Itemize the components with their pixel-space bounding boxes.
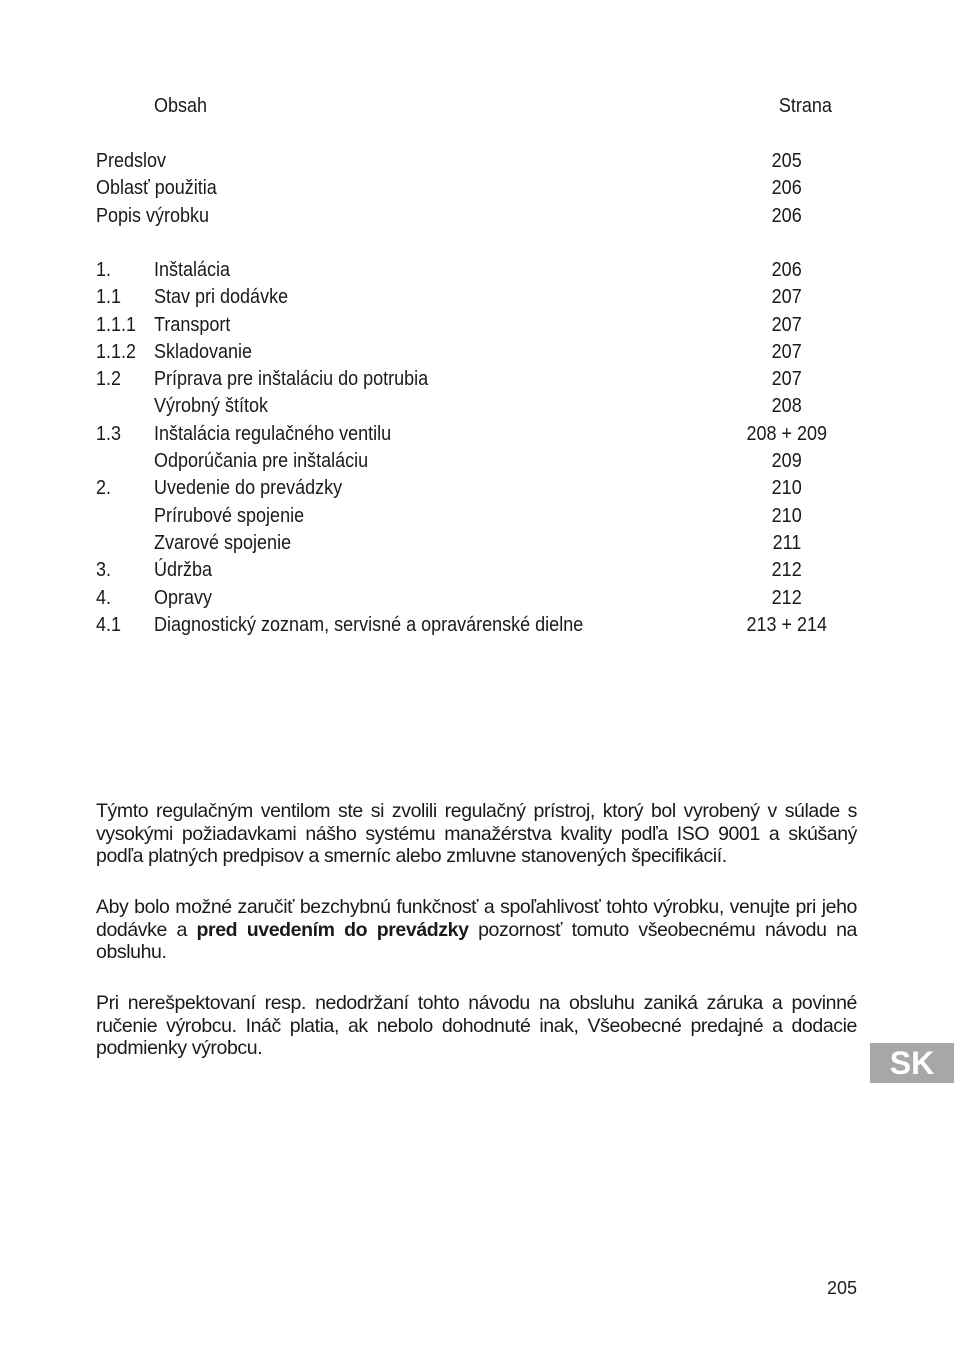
toc-entry-page: 210 — [771, 504, 803, 527]
toc-entry-title: Diagnostický zoznam, servisné a opravárenské dielne — [154, 613, 584, 636]
toc-entry[interactable] — [96, 393, 856, 420]
toc-entry[interactable] — [96, 557, 856, 584]
toc-entry-page: 211 — [772, 531, 802, 554]
toc-entry[interactable] — [96, 421, 856, 448]
language-tab: SK — [870, 1043, 954, 1083]
toc-entry[interactable] — [96, 612, 856, 639]
toc-entry-title: Popis výrobku — [96, 204, 210, 227]
toc-entry-page: 207 — [771, 286, 803, 309]
toc-entry[interactable] — [96, 175, 856, 202]
toc-entry[interactable] — [96, 530, 856, 557]
toc-entry-number: 1. — [96, 259, 112, 281]
toc-entry-title: Výrobný štítok — [154, 395, 269, 418]
toc-entry-number: 4.1 — [96, 613, 122, 636]
intro-paragraph-quality — [96, 800, 857, 868]
toc-entry-title: Skladovanie — [154, 340, 253, 363]
toc-entry-title: Odporúčania pre inštaláciu — [154, 450, 369, 473]
toc-entry-title: Transport — [154, 313, 231, 336]
toc-entry-title: Uvedenie do prevádzky — [154, 477, 343, 500]
toc-entry-title: Oblasť použitia — [96, 177, 217, 200]
toc-entry-page: 208 + 209 — [746, 422, 828, 445]
toc-entry-number: 4. — [96, 586, 112, 609]
toc-entry-title: Opravy — [154, 586, 213, 609]
toc-entry-title: Príprava pre inštaláciu do potrubia — [154, 368, 429, 391]
toc-entry-number: 1.1.2 — [96, 340, 137, 363]
toc-entry[interactable] — [96, 312, 856, 339]
intro-paragraph-attention — [96, 896, 857, 964]
toc-heading: Obsah — [154, 95, 208, 117]
toc-entry[interactable] — [96, 257, 856, 284]
toc-entry[interactable] — [96, 339, 856, 366]
paragraph-text-start: Aby bolo možné zaručiť bezchybnú funkčnosť a spoľahlivosť tohto výrobku, venujte pri jeho dodávke a — [96, 896, 857, 941]
toc-entry-title: Predslov — [96, 150, 167, 172]
paragraph-text-end: pozornosť tomuto všeobecnému návodu na obsluhu. — [96, 918, 857, 963]
toc-entry-title: Inštalácia regulačného ventilu — [154, 422, 392, 445]
toc-entry-number: 2. — [96, 477, 112, 500]
toc-entry-page: 209 — [771, 450, 803, 473]
toc-entry-page: 208 — [771, 395, 803, 418]
toc-entry-title: Inštalácia — [154, 259, 231, 281]
toc-entry-page: 212 — [771, 586, 803, 609]
intro-paragraph-warranty — [96, 992, 857, 1060]
toc-sections-list — [96, 257, 856, 639]
toc-page-column-label: Strana — [778, 95, 832, 117]
paragraph-text — [96, 896, 857, 964]
toc-entry[interactable] — [96, 366, 856, 393]
toc-entry-number: 1.3 — [96, 422, 122, 445]
toc-entry-page: 207 — [771, 368, 803, 391]
toc-entry-number: 3. — [96, 559, 112, 582]
toc-entry[interactable] — [96, 475, 856, 502]
paragraph-text: Pri nerešpektovaní resp. nedodržaní tohto návodu na obsluhu zaniká záruka a povinné ručenie výrobcu. Ináč platia, ak nebolo dohodnuté inak, Všeobecné predajné a dodacie podmienky výrobcu. — [96, 992, 857, 1059]
toc-entry-page: 205 — [771, 150, 803, 172]
paragraph-text: Týmto regulačným ventilom ste si zvolili regulačný prístroj, ktorý bol vyrobený v súlade s vysokými požiadavkami nášho systému manažérstva kvality podľa ISO 9001 a skúšaný podľa platných predpisov a smerníc alebo zmluvne stanovených špecifikácií. — [96, 800, 857, 867]
toc-entry-page: 206 — [771, 259, 803, 281]
toc-entry[interactable] — [96, 284, 856, 311]
toc-header — [96, 95, 856, 119]
toc-entry-title: Zvarové spojenie — [154, 531, 292, 554]
toc-entry-number: 1.1.1 — [96, 313, 137, 336]
toc-entry-title: Údržba — [154, 559, 213, 582]
toc-entry[interactable] — [96, 503, 856, 530]
page-number: 205 — [826, 1278, 857, 1298]
toc-entry[interactable] — [96, 448, 856, 475]
toc-entry[interactable] — [96, 148, 856, 175]
toc-entry[interactable] — [96, 585, 856, 612]
toc-intro-list — [96, 148, 856, 230]
toc-entry-page: 207 — [771, 340, 803, 363]
toc-entry-title: Stav pri dodávke — [154, 286, 289, 309]
toc-entry-page: 213 + 214 — [746, 613, 828, 636]
toc-entry-title: Prírubové spojenie — [154, 504, 305, 527]
emphasis-text: pred uvedením do prevádzky — [196, 918, 469, 941]
toc-entry-page: 210 — [771, 477, 803, 500]
toc-entry[interactable] — [96, 203, 856, 230]
toc-entry-page: 207 — [771, 313, 803, 336]
toc-entry-number: 1.1 — [96, 286, 122, 309]
toc-entry-number: 1.2 — [96, 368, 122, 391]
toc-entry-page: 206 — [771, 204, 803, 227]
toc-entry-page: 206 — [771, 177, 803, 200]
toc-entry-page: 212 — [771, 559, 803, 582]
